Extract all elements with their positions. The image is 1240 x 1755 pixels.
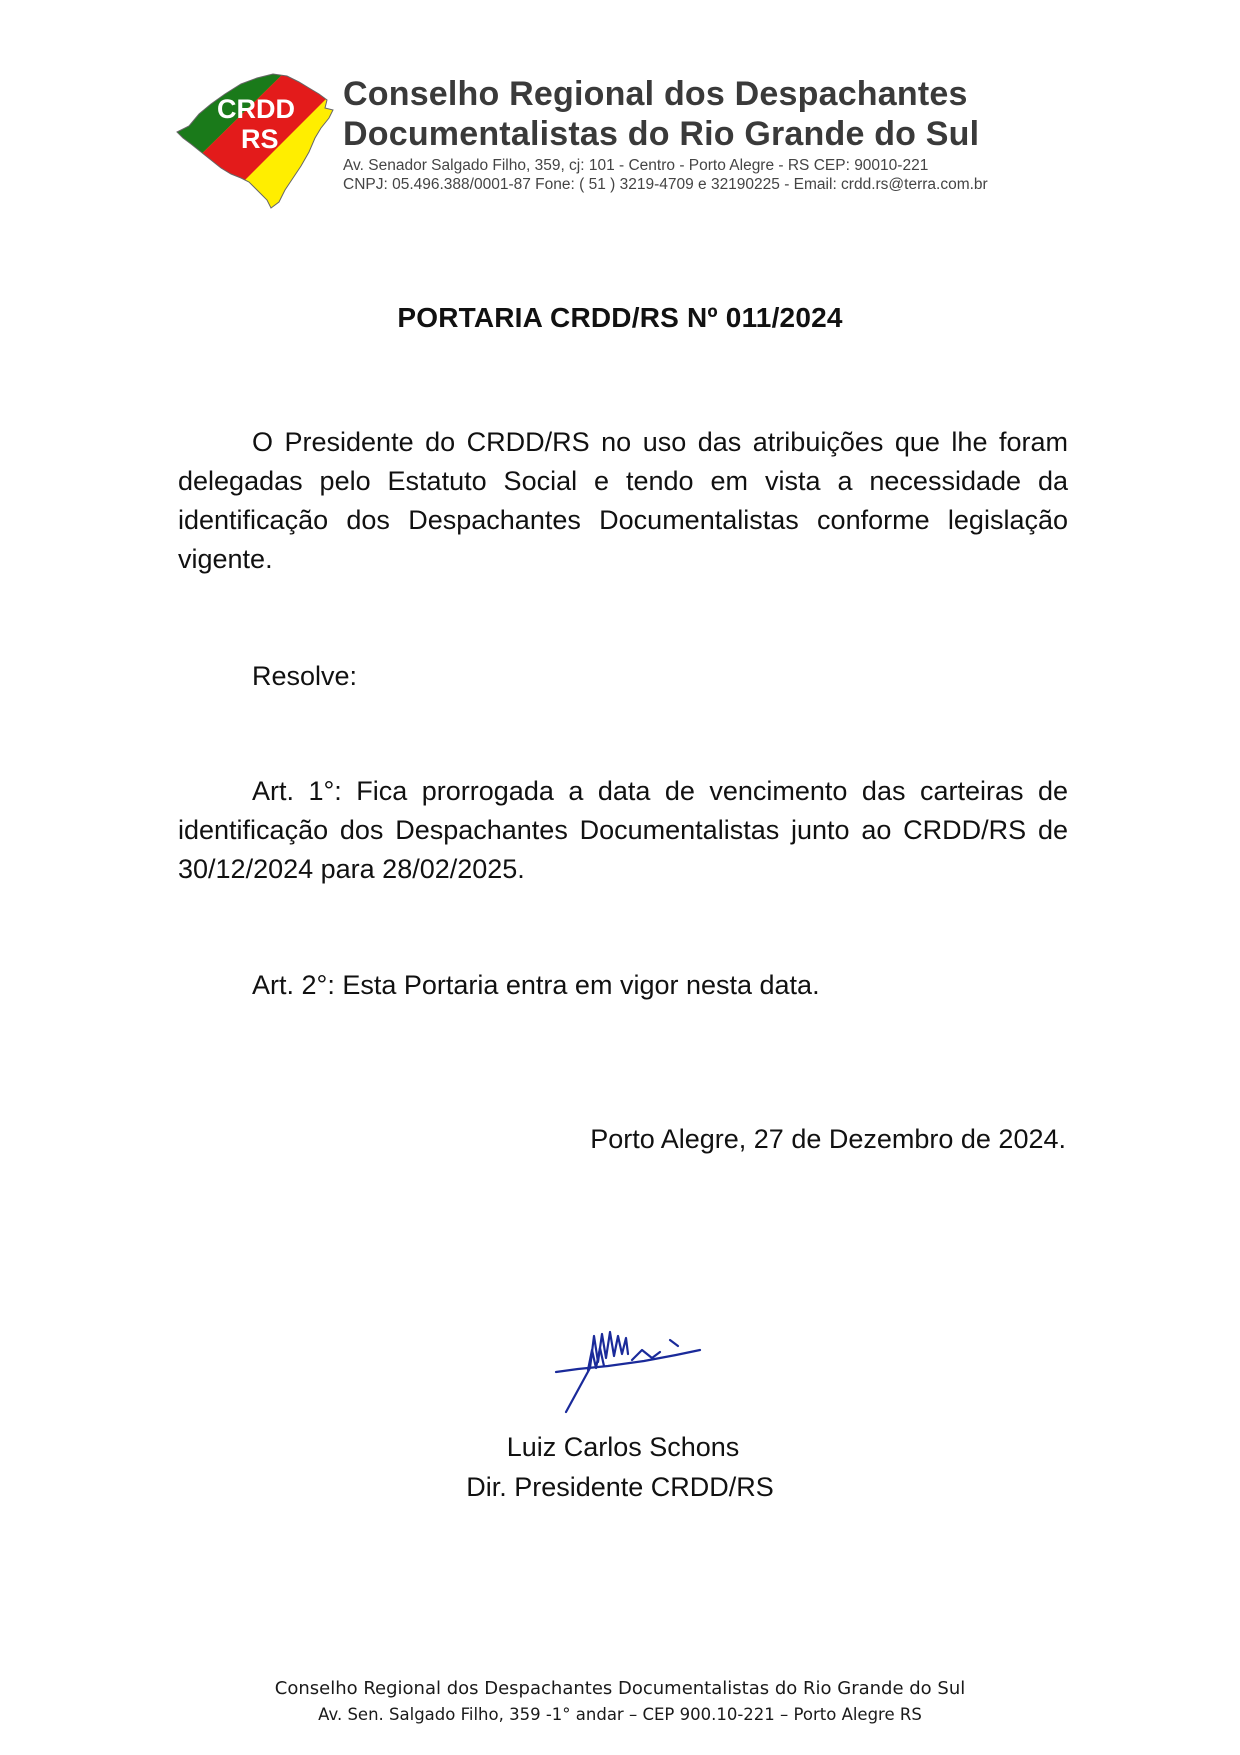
org-info	[343, 74, 1103, 194]
org-contact: CNPJ: 05.496.388/0001-87 Fone: ( 51 ) 3219-4709 e 32190225 - Email: crdd.rs@terra.com.br	[343, 176, 988, 193]
document-title: PORTARIA CRDD/RS Nº 011/2024	[397, 302, 843, 333]
org-name-line2: Documentalistas do Rio Grande do Sul	[343, 115, 980, 153]
org-name-line1: Conselho Regional dos Despachantes	[343, 75, 968, 113]
signer-name: Luiz Carlos Schons	[506, 1432, 740, 1462]
article-1-paragraph: Art. 1°: Fica prorrogada a data de vencimento das carteiras de identificação dos Despachantes Documentalistas junto ao CRDD/RS de 30/12/2024 para 28/02/2025.	[178, 776, 1068, 884]
footer-org-name: Conselho Regional dos Despachantes Documentalistas do Rio Grande do Sul	[274, 1678, 966, 1699]
letterhead	[175, 70, 1095, 210]
logo-text-rs: RS	[241, 124, 279, 154]
footer-address: Av. Sen. Salgado Filho, 359 -1° andar – CEP 900.10-221 – Porto Alegre RS	[318, 1705, 922, 1724]
crdd-rs-logo	[175, 70, 340, 210]
signer-role: Dir. Presidente CRDD/RS	[466, 1472, 774, 1502]
article-2-paragraph: Art. 2°: Esta Portaria entra em vigor nesta data.	[252, 970, 820, 1000]
resolve-paragraph: Resolve:	[252, 661, 358, 691]
handwritten-signature	[548, 1328, 718, 1418]
intro-paragraph: O Presidente do CRDD/RS no uso das atribuições que lhe foram delegadas pelo Estatuto Social e tendo em vista a necessidade da identificação dos Despachantes Documentalistas conforme legislação vigente.	[178, 427, 1068, 574]
org-address: Av. Senador Salgado Filho, 359, cj: 101 - Centro - Porto Alegre - RS CEP: 90010-221	[343, 157, 929, 174]
date-line: Porto Alegre, 27 de Dezembro de 2024.	[590, 1124, 1066, 1154]
logo-text-crdd: CRDD	[217, 94, 295, 124]
